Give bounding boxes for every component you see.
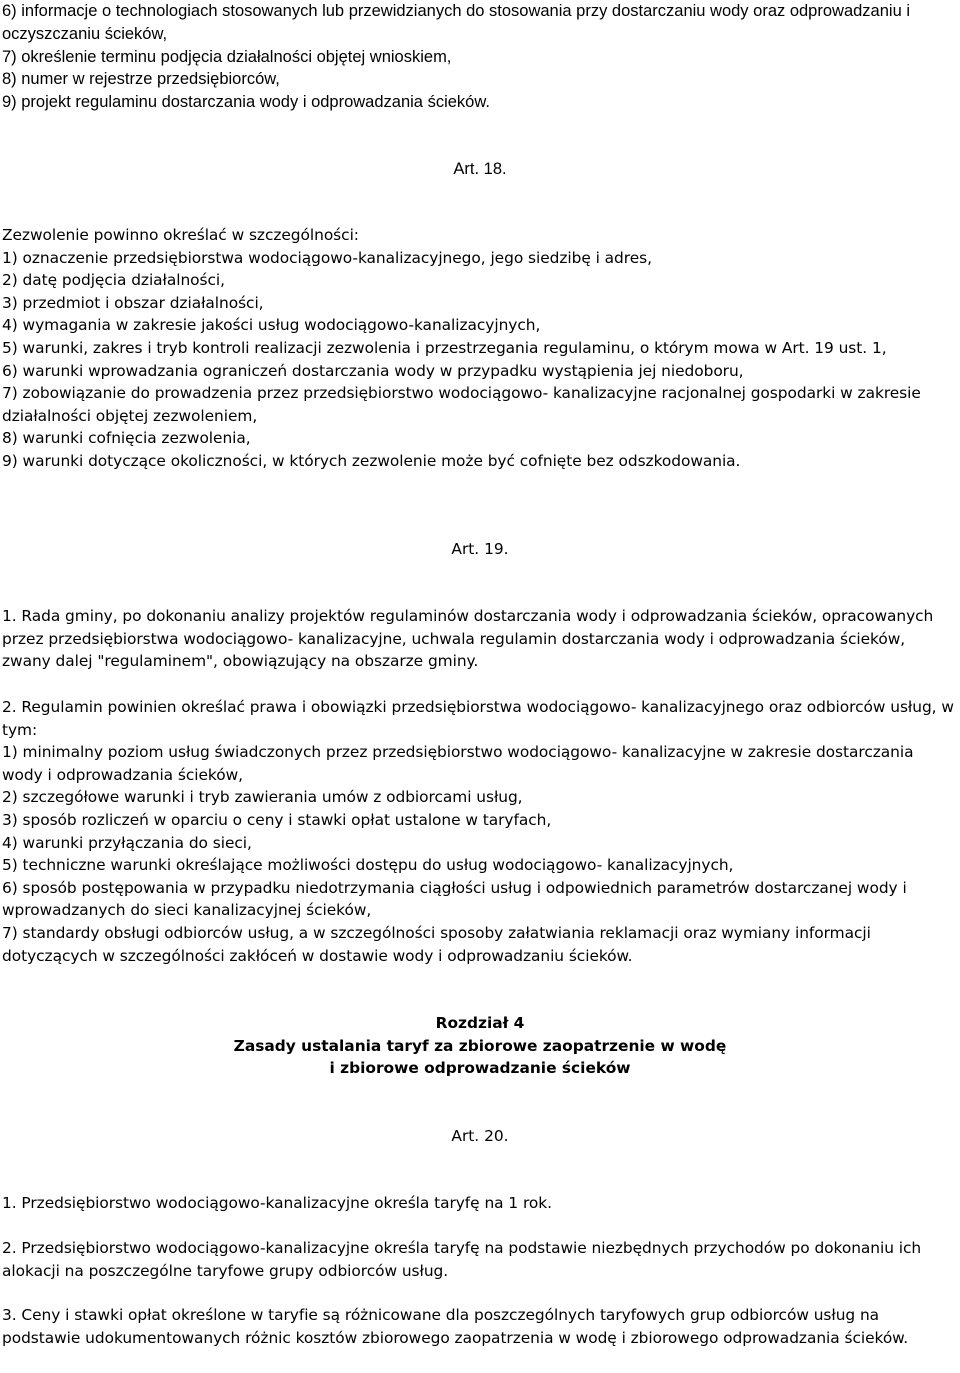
list-item: 8) numer w rejestrze przedsiębiorców, [2, 70, 280, 89]
list-item: 1) oznaczenie przedsiębiorstwa wodociągowo-kanalizacyjnego, jego siedzibę i adres, [2, 248, 652, 267]
article-20-paragraph-2: 2. Przedsiębiorstwo wodociągowo-kanalizacyjne określa taryfę na podstawie niezbędnych przychodów po dokonaniu ich alokacji na poszczególne taryfowe grupy odbiorców usług. [2, 1239, 922, 1280]
list-item: 8) warunki cofnięcia zezwolenia, [2, 429, 251, 448]
article-19-paragraph-1: 1. Rada gminy, po dokonaniu analizy projektów regulaminów dostarczania wody i odprowadzania ścieków, opracowanych przez przedsiębiorstwa wodociągowo- kanalizacyjne, uchwala regulamin dostarczania wody i odprowadzania ścieków, zwany dalej "regulaminem", obowiązujący na obszarze gminy. [2, 607, 934, 671]
article-20-paragraph-3: 3. Ceny i stawki opłat określone w taryfie są różnicowane dla poszczególnych taryfowych grup odbiorców usług na podstawie udokumentowanych różnic kosztów zbiorowego zaopatrzenia w wodę i zbiorowego odprowadzania ścieków. [2, 1306, 909, 1347]
article-19-heading: Art. 19. [451, 540, 509, 558]
list-item: 1) minimalny poziom usług świadczonych przez przedsiębiorstwo wodociągowo- kanalizacyjne w zakresie dostarczania wody i odprowadzania ścieków, [2, 743, 914, 784]
list-item: 6) informacje o technologiach stosowanych lub przewidzianych do stosowania przy dostarczaniu wody oraz odprowadzaniu i oczyszczaniu ścieków, [2, 2, 910, 43]
chapter-title-line-1: Zasady ustalania taryf za zbiorowe zaopatrzenie w wodę [233, 1036, 727, 1055]
article-18-body [2, 224, 958, 473]
list-item: 9) warunki dotyczące okoliczności, w których zezwolenie może być cofnięte bez odszkodowania. [2, 451, 741, 470]
list-item: 6) sposób postępowania w przypadku niedotrzymania ciągłości usług i odpowiednich parametrów dostarczanej wody i wprowadzanych do sieci kanalizacyjnej ścieków, [2, 878, 907, 920]
list-item: 5) techniczne warunki określające możliwości dostępu do usług wodociągowo- kanalizacyjnych, [2, 856, 734, 875]
top-list [2, 0, 958, 114]
article-18-heading: Art. 18. [453, 160, 507, 178]
list-item: 7) standardy obsługi odbiorców usług, a w szczególności sposoby załatwiania reklamacji oraz wymiany informacji dotyczących w szczególności zakłóceń w dostawie wody i odprowadzaniu ścieków. [2, 923, 871, 965]
list-item: 2) szczegółowe warunki i tryb zawierania umów z odbiorcami usług, [2, 788, 523, 807]
article-20-paragraph-1: 1. Przedsiębiorstwo wodociągowo-kanalizacyjne określa taryfę na 1 rok. [2, 1194, 552, 1212]
chapter-heading [0, 1012, 960, 1080]
list-item: 9) projekt regulaminu dostarczania wody i odprowadzania ścieków. [2, 93, 490, 112]
article-19-paragraph-2 [2, 696, 958, 967]
list-item: 3) przedmiot i obszar działalności, [2, 293, 264, 312]
list-item: 4) warunki przyłączania do sieci, [2, 833, 252, 852]
list-item: 4) wymagania w zakresie jakości usług wodociągowo-kanalizacyjnych, [2, 316, 541, 335]
list-item: 3) sposób rozliczeń w oparciu o ceny i stawki opłat ustalone w taryfach, [2, 810, 552, 829]
chapter-label: Rozdział 4 [435, 1014, 525, 1032]
list-item: 5) warunki, zakres i tryb kontroli realizacji zezwolenia i przestrzegania regulaminu, o którym mowa w Art. 19 ust. 1, [2, 338, 887, 357]
list-item: 2) datę podjęcia działalności, [2, 271, 226, 290]
list-item: 7) zobowiązanie do prowadzenia przez przedsiębiorstwo wodociągowo- kanalizacyjne racjonalnej gospodarki w zakresie działalności objętej zezwoleniem, [2, 384, 921, 425]
list-item: 7) określenie terminu podjęcia działalności objętej wnioskiem, [2, 47, 452, 66]
article-19-paragraph-2-intro: 2. Regulamin powinien określać prawa i obowiązki przedsiębiorstwa wodociągowo- kanalizacyjnego oraz odbiorców usług, w tym: [2, 698, 954, 739]
list-item: 6) warunki wprowadzania ograniczeń dostarczania wody w przypadku wystąpienia jej niedoboru, [2, 361, 744, 380]
chapter-title-line-2: i zbiorowe odprowadzanie ścieków [329, 1059, 631, 1078]
article-20-heading: Art. 20. [451, 1127, 509, 1145]
article-18-intro: Zezwolenie powinno określać w szczególności: [2, 226, 359, 244]
